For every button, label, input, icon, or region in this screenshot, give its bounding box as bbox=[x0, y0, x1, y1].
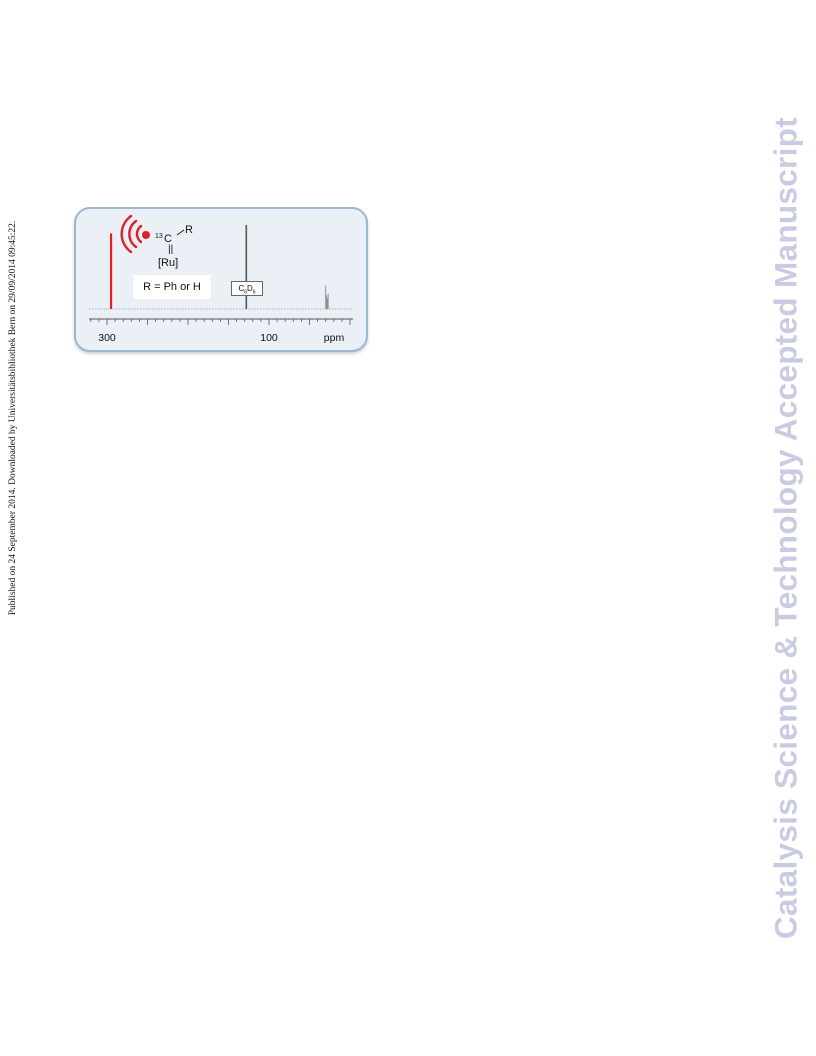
publication-note: Published on 24 September 2014. Downloaded by Universitätsbibliothek Bern on 29/09/2014 09:45:22. bbox=[8, 220, 18, 616]
graphical-abstract bbox=[74, 207, 368, 352]
signal-dot-icon bbox=[142, 231, 150, 239]
double-bond: || bbox=[168, 244, 174, 255]
journal-watermark: Catalysis Science & Technology Accepted Manuscript bbox=[767, 117, 804, 939]
isotope-label: 13 bbox=[155, 233, 163, 240]
axis-unit-label: ppm bbox=[323, 332, 345, 344]
tick-label-300: 300 bbox=[98, 332, 116, 344]
metal-label: [Ru] bbox=[158, 257, 179, 269]
bond-line bbox=[177, 230, 184, 235]
nmr-spectrum bbox=[76, 209, 366, 350]
solvent-label: $C_6D_6$ bbox=[231, 281, 263, 296]
radio-wave-icon bbox=[122, 216, 141, 252]
substituent-label: R bbox=[185, 224, 193, 236]
r-group-label: R = Ph or H bbox=[133, 275, 211, 299]
carbon-label: C bbox=[164, 233, 172, 245]
tick-label-100: 100 bbox=[260, 332, 278, 344]
